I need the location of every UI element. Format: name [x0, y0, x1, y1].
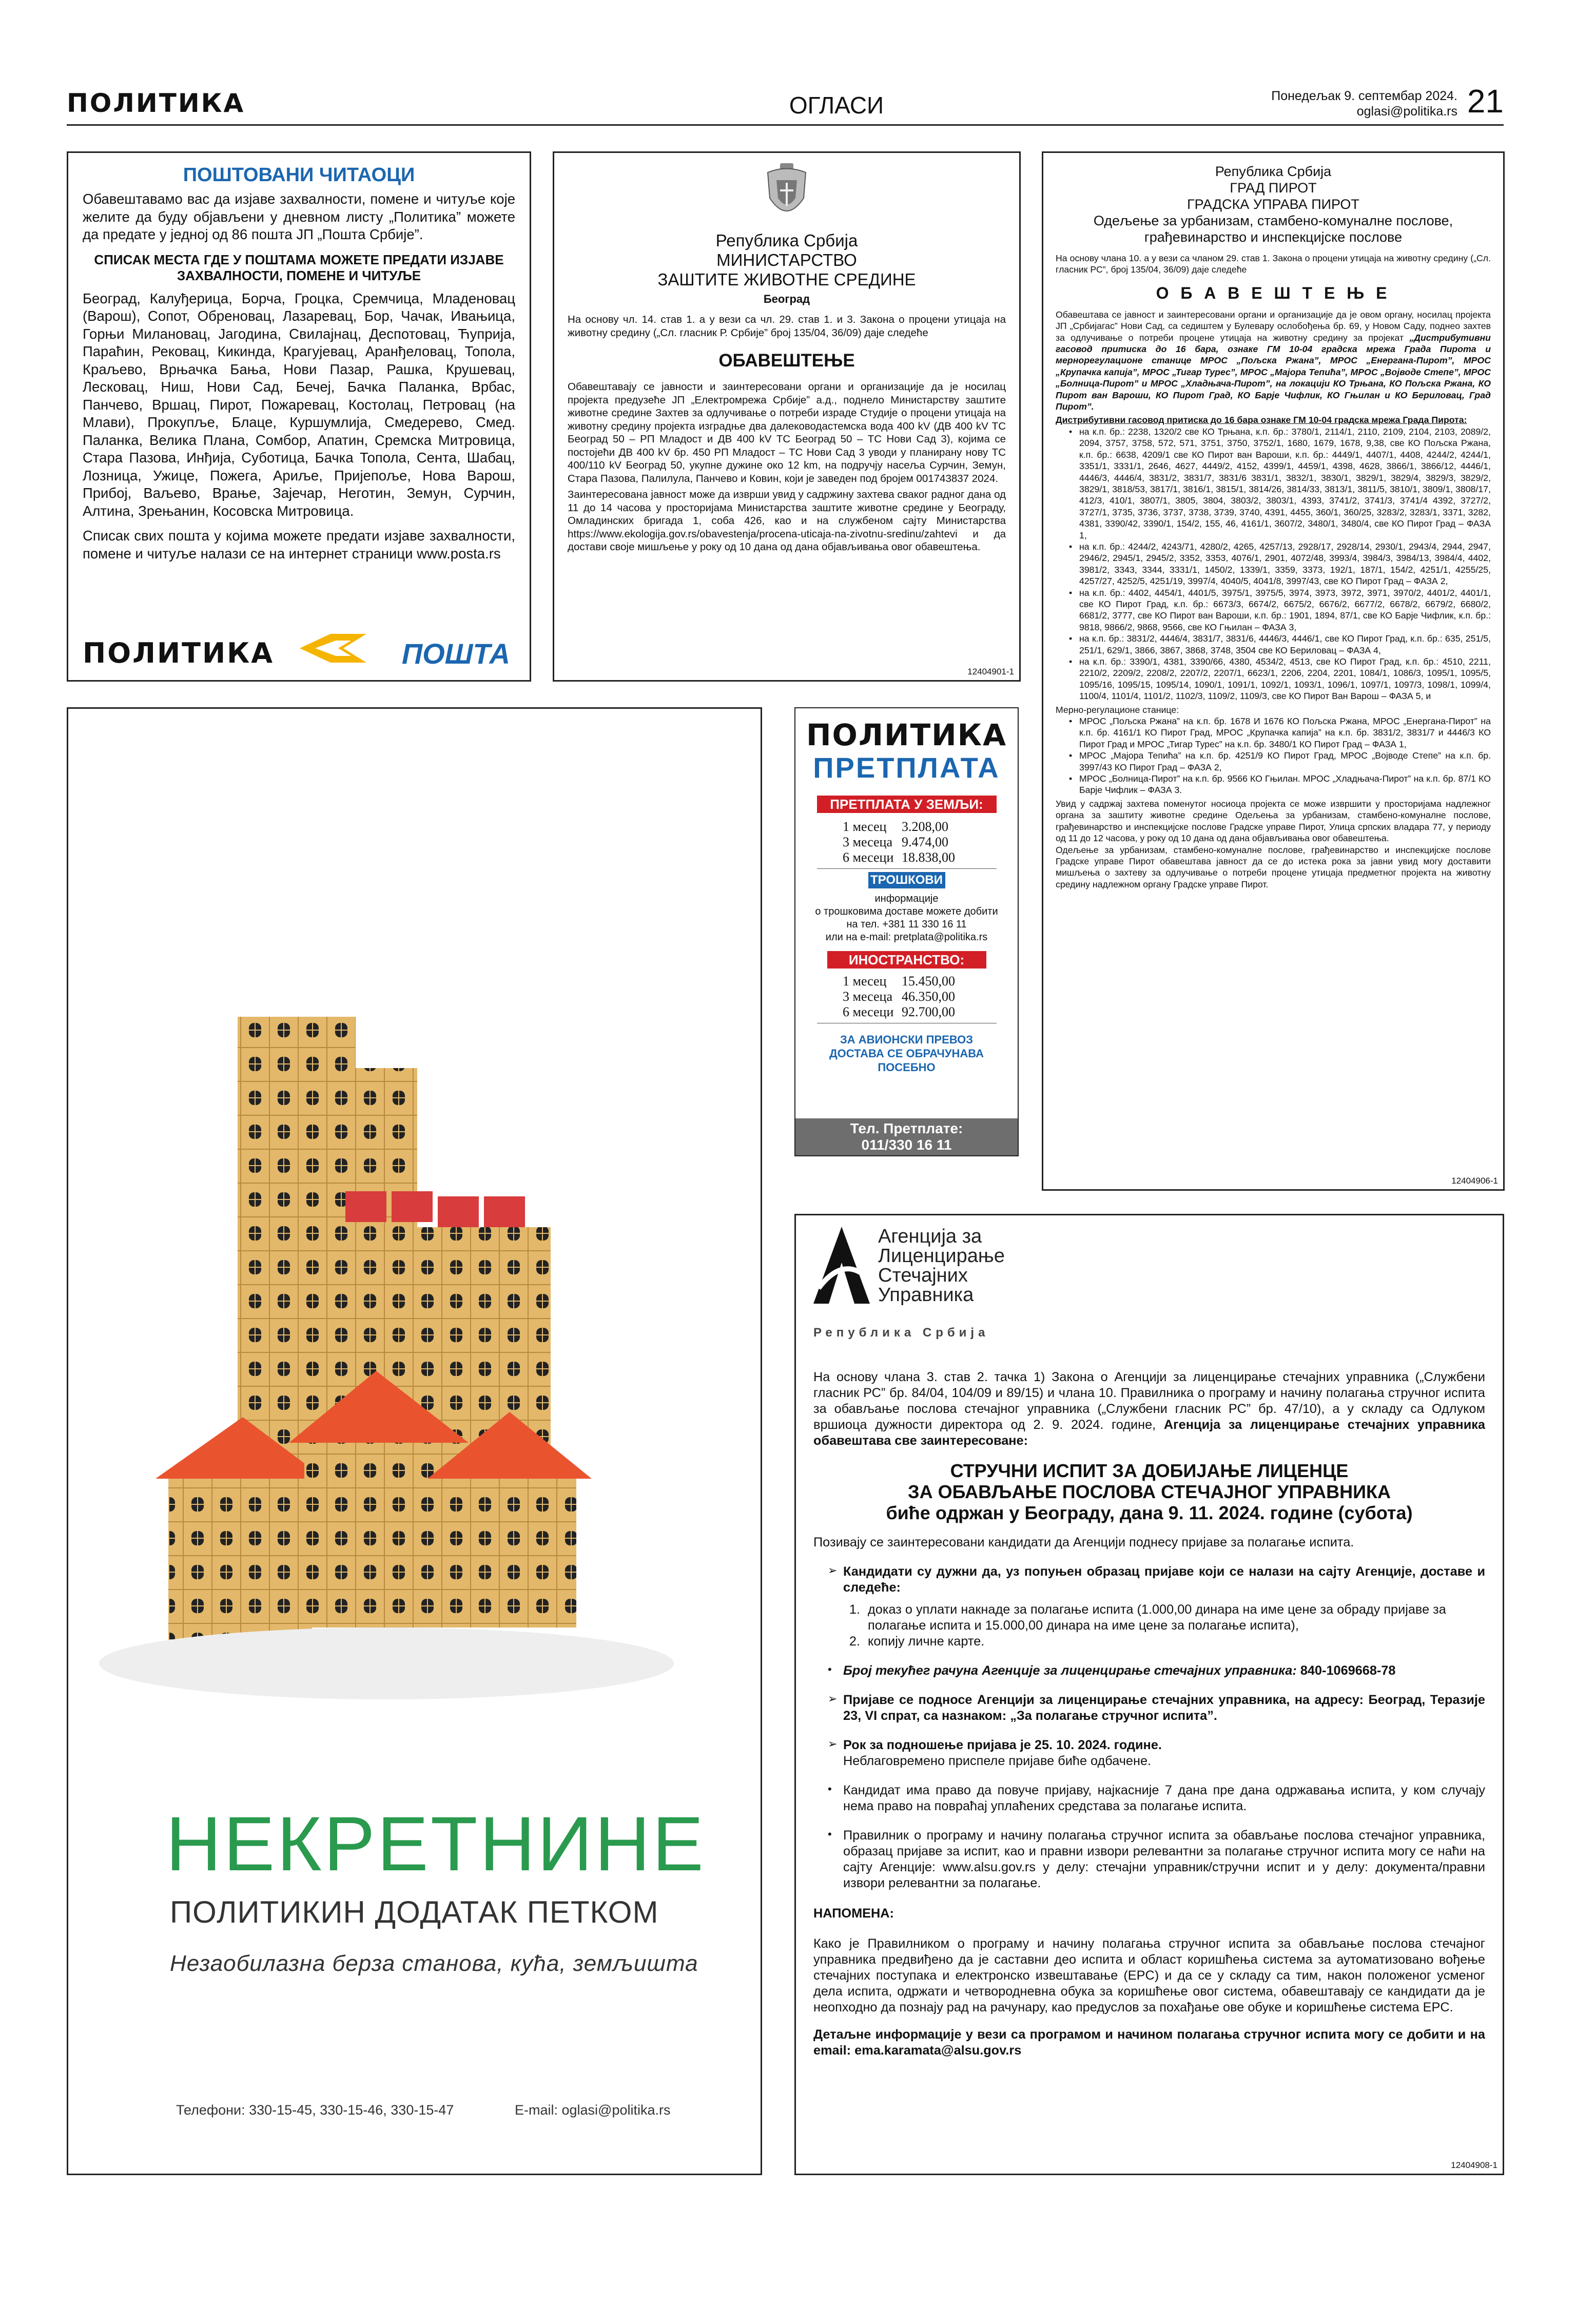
agency-p3: Како је Правилником о програму и начину полагања стручног испита за обављање послова стечајног управника предвиђено да је саставни део испита и област коришћења система за аутоматизовано вођење стечајних поступака и електронско извештавање (EPC) и да се у складу са тим, након положеног усменог дела испита, одржати и четвородневна обука за коришћење овог система, обавештавају се кандидати да је неопходно да познају рад на рачунару, као предуслов за похађање ове обуке и коришћење система EPC.	[813, 1936, 1485, 2015]
pirot-project-name: „Дистрибутивни гасовод притиска до 16 бара, ознаке ГМ 10-04 градска мрежа Града Пирота и мернорегулационе станице МРОС „Пољска Ржана”, МРОС „Енергана-Пирот”, МРОС „Крупачка капија”, МРОС „Тигар Турес”, МРОС „Мајора Тепића”, МРОС „Војводе Степе”, МРОС „Болница-Пирот” и МРОС „Хладњача-Пирот”, на локацији КО Трњана, КО Пољска Ржана, КО Пирот ван Вароши, КО Пирот Град, КО Барје Чифлик, КО Гњилан и КО Бериловац, Град Пирот”.	[1056, 332, 1491, 412]
pirot-l4: Одељење за урбанизам, стамбено-комуналне послове, грађевинарство и инспекцијске послове	[1093, 213, 1453, 245]
sub-title: ПРЕТПЛАТА	[813, 751, 1000, 784]
agency-sublist	[843, 1602, 1485, 1650]
agency-item-text: Кандидати су дужни да, уз попуњен образац пријаве који се налази на сајту Агенције, доставе и следеће:	[843, 1564, 1485, 1595]
pirot-items	[1056, 426, 1491, 702]
sub-info-line: или на e-mail: pretplata@politika.rs	[825, 932, 988, 943]
realestate-ad	[67, 707, 762, 2175]
page-number: 21	[1467, 83, 1504, 120]
agency-item	[813, 1737, 1485, 1769]
pirot-p3: Одељење за урбанизам, стамбено-комуналне послове, грађевинарство и инспекцијске послове Градске управе Пирот обавештава јавност да се до истека рока за јавни увид могу доставити мишљења о захтеву за одлучивање о потреби процене утицаја предметног пројекта на животну средину надлежном органу Градске управе Пирот.	[1056, 844, 1491, 889]
ministry-l1: Република Србија	[715, 231, 858, 250]
ministry-title: ОБАВЕШТЕЊЕ	[718, 351, 855, 371]
bullet-icon: •	[828, 1783, 832, 1795]
sub-logo: ПОЛИТИКА	[806, 718, 1007, 752]
agency-heading-line: ЗА ОБАВЉАЊЕ ПОСЛОВА СТЕЧАЈНОГ УПРАВНИКА	[908, 1481, 1391, 1502]
pirot-p1	[1056, 309, 1491, 413]
agency-heading-line: СТРУЧНИ ИСПИТ ЗА ДОБИЈАЊЕ ЛИЦЕНЦЕ	[950, 1460, 1349, 1481]
agency-item	[813, 1663, 1485, 1679]
realestate-title: НЕКРЕТНИНЕ	[166, 1800, 706, 1887]
price-row	[843, 989, 1018, 1004]
agency-rules-text: Правилник о програму и начину полагања стручног испита за обављање послова стечајног управника, образац пријаве за испит, као и правни извори релевантни за полагање стручног испита могу се наћи на сајту Агенције:	[843, 1828, 1485, 1874]
agency-body	[813, 1369, 1485, 2059]
price-period: 3 месеца	[843, 989, 892, 1004]
agency-p1-text: На основу члана 3. став 2. тачка 1) Закона о Агенцији за лиценцирање стечајних управника („Службени гласник РС” бр. 84/04, 104/09 и 89/15) и члана 10. Правилника о програму и начину полагања стручног испита за обављање послова стечајног управника („Службени гласник РС” бр. 47/10), а у складу са Одлуком вршиоца дужности директора од 2. 9. 2024. године,	[813, 1370, 1485, 1432]
bullet-icon: •	[828, 1828, 832, 1841]
header-email: oglasi@politika.rs	[1356, 104, 1457, 119]
ministry-p2-end: и да достави своје мишљење у року од 10 дана од дана објављивања овог обавештења.	[568, 528, 1006, 553]
price-value: 3.208,00	[902, 819, 948, 834]
sub-tel-bar	[795, 1118, 1018, 1155]
agency-p4: Детаљне информације у вези са програмом и начином полагања стручног испита могу се добити и на email: ema.karamata@alsu.gov.rs	[813, 2027, 1485, 2058]
sub-abroad-rows	[795, 974, 1018, 1020]
pirot-p2: Увид у садржај захтева поменутог носиоца пројекта се може извршити у просторијама надлежног органа за заштиту животне средине Одељења за урбанизам, стамбено-комуналне послове, грађевинарство и инспекцијске послове Градске управе Пирот, Улица српских владара 77, у периоду од 11 до 12 часова, у року од 10 дана од дана објављивања овог обавештења.	[1056, 798, 1491, 844]
sub-abroad: ИНОСТРАНСТВО:	[827, 951, 986, 969]
price-period: 1 месец	[843, 819, 887, 834]
pirot-legal: На основу члана 10. а у вези са чланом 29. став 1. Закона о процени утицаја на животну средину („Сл. гласник РС”, број 135/04, 36/09) даје следеће	[1056, 253, 1491, 275]
pirot-l3: ГРАДСКА УПРАВА ПИРОТ	[1187, 197, 1359, 212]
agency-website-link[interactable]: www.alsu.gov.rs	[943, 1860, 1036, 1874]
agency-name	[878, 1227, 1005, 1305]
sub-info-line: информације	[874, 893, 939, 904]
pirot-l1: Република Србија	[1215, 164, 1332, 179]
readers-list: Београд, Калуђерица, Борча, Гроцка, Сремчица, Младеновац (Варош), Сопот, Обреновац, Лазаревац, Бор, Чачак, Ивањица, Горњи Милановац, Јагодина, Свилајнац, Деспотовац, Ћуприја, Параћин, Рековац, Кикинда, Крагујевац, Аранђеловац, Топола, Краљево, Врњачка Бања, Нови Пазар, Рашка, Крушевац, Лесковац, Ниш, Нови Сад, Бечеј, Бачка Паланка, Врбас, Панчево, Вршац, Пирот, Пожаревац, Костолац, Петровац (на Млави), Прокупље, Блаце, Куршумлија, Смедерево, Смед. Паланка, Велика Плана, Сомбор, Апатин, Сремска Митровица, Стара Пазова, Инђија, Суботица, Бачка Топола, Сента, Шабац, Лозница, Ужице, Пожега, Ариље, Пријепоље, Нова Варош, Прибој, Ваљево, Врање, Зајечар, Неготин, Земун, Сурчин, Алтина, Зрењанин, Косовска Митровица.	[83, 290, 515, 519]
arrow-bullet-icon: ➢	[828, 1737, 838, 1750]
readers-outro: Списак свих пошта у којима можете предати изјаве захвалности, помене и читуље налази се на интернет страници www.posta.rs	[83, 528, 515, 561]
readers-intro: Обавештавамо вас да изјаве захвалности, помене и читуље које желите да буду објављени у дневном листу „Политика” можете да предате у једној од 86 пошта ЈП „Пошта Србије”.	[83, 191, 515, 242]
price-row	[843, 835, 1018, 850]
ministry-city: Београд	[763, 293, 810, 305]
subscription-ad	[794, 707, 1019, 1156]
list-item: • на к.п. бр.: 4402, 4454/1, 4401/5, 3975/1, 3975/5, 3974, 3973, 3972, 3971, 3970/2, 4401/2, 4401/1, све КО Пирот Град, к.п. бр.: 6673/3, 6674/2, 6675/2, 6676/2, 6677/2, 6678/2, 6679/2, 6680/2, 6681/2, 3777, све КО Пирот ван Вароши, к.п. бр.: 1901, 1894, 87/1, све КО Барје Чифлик, к.п. бр.: 9818, 9866/2, 9868, 9566, све КО Гњилан – ФАЗА 3,	[1079, 587, 1491, 633]
posta-logo	[295, 628, 510, 669]
agency-deadline-note: Неблаговремено приспеле пријаве биће одбачене.	[843, 1754, 1152, 1768]
readers-notice	[67, 151, 531, 682]
serbia-coat-of-arms-icon	[764, 162, 810, 224]
agency-name-line: Управника	[878, 1284, 974, 1306]
agency-item	[813, 1564, 1485, 1650]
pirot-title: О Б А В Е Ш Т Е Њ Е	[1156, 283, 1391, 302]
posta-horn-icon	[295, 628, 372, 669]
agency-account-label: Број текућег рачуна Агенције за лиценцирање стечајних управника:	[843, 1663, 1300, 1678]
sub-air-line: ПОСЕБНО	[878, 1061, 936, 1074]
agency-item-text	[843, 1828, 1485, 1891]
agency-item-text	[843, 1663, 1485, 1679]
readers-footer	[83, 623, 515, 669]
agency-item	[813, 1692, 1485, 1724]
list-item: 2. копију личне карте.	[864, 1634, 1485, 1650]
realestate-phones: Телефони: 330-15-45, 330-15-46, 330-15-47	[176, 2102, 454, 2118]
list-item: • на к.п. бр.: 3390/1, 4381, 3390/66, 4380, 4534/2, 4513, све КО Пирот Град, к.п. бр.: 4510, 2211, 2210/2, 2209/2, 2208/2, 2207/2, 2207/1, 6623/1, 2206, 2204, 2201, 1084/1, 1086/3, 1095/1, 1095/5, 1095/16, 1095/15, 1095/14, 1090/1, 1091/1, 1092/1, 1093/1, 1096/1, 1097/1, 1097/3, 1098/1, 1099/4, 1100/4, 1101/4, 1101/2, 1102/3, 1109/2, 1109/3, све КО Пирот Ван Варош – ФАЗА 5, и	[1079, 656, 1491, 702]
ministry-link[interactable]: https://www.ekologija.gov.rs/obavestenja/procena-uticaja-na-zivotnu-sredinu/zahtevi	[568, 528, 958, 540]
price-value: 46.350,00	[902, 989, 955, 1004]
list-item: • на к.п. бр.: 3831/2, 4446/4, 3831/7, 3831/6, 4446/3, 4446/1, све КО Пирот Град, к.п. бр.: 635, 251/5, 251/1, 629/1, 3866, 3867, 3868, 3748, 3504 све КО Бериловац – ФАЗА 4,	[1079, 633, 1491, 656]
agency-p1	[813, 1369, 1485, 1449]
ministry-l2: МИНИСТАРСТВО	[716, 250, 857, 269]
pirot-mrs	[1056, 715, 1491, 796]
price-value: 18.838,00	[902, 850, 955, 865]
agency-p2: Позивају се заинтересовани кандидати да Агенцији поднесу пријаве за полагање испита.	[813, 1535, 1354, 1550]
agency-p1-bold: Агенција за лиценцирање стечајних управника обавештава све заинтересоване:	[813, 1418, 1485, 1448]
header-date: Понедељак 9. септембар 2024.	[1271, 89, 1457, 103]
ministry-l3: ЗАШТИТЕ ЖИВОТНЕ СРЕДИНЕ	[657, 270, 916, 289]
page-header	[67, 77, 1504, 126]
newspaper-logo: ПОЛИТИКА	[67, 88, 245, 118]
list-item: • на к.п. бр.: 2238, 1320/2 све КО Трњана, к.п. бр.: 3780/1, 2114/1, 2110, 2109, 2104, 2103, 2089/2, 2094, 3757, 3758, 572, 571, 3751, 3750, 3752/1, 1680, 1679, 1678, 9,38, све КО Пољска Ржана, к.п. бр.: 6638, 4209/1 све КО Пирот ван Вароши, к.п. бр.: 4449/1, 4407/1, 4408, 4244/2, 4244/1, 3351/1, 3331/1, 2646, 4627, 4449/2, 4152, 4399/1, 4459/1, 4398, 4628, 3866/1, 3866/12, 4446/1, 4446/3, 4446/4, 3831/2, 3831/7, 3831/6 3831/1, 3832/1, 3830/1, 3829/1, 3829/4, 3829/3, 3829/2, 3829/1, 3818/53, 3817/1, 3816/1, 3815/1, 3814/26, 3814/33, 3813/1, 3811/5, 3810/1, 3809/1, 3808/17, 412/3, 410/1, 3807/1, 3805, 3804, 3803/2, 3803/1, 4393, 3741/2, 3741/3, 3741/4 4392, 3727/2, 3727/1, 3735, 3736, 3737, 3738, 3739, 3740, 4391, 4455, 360/1, 360/25, 3283/2, 3283/1, 3371, 3282, 4381, 3390/42, 3390/1, 154/2, 155, 46, 4161/1, 3607/2, 3480/1, 3480/4, све КО Пирот Град – ФАЗА 1,	[1079, 426, 1491, 541]
ministry-p2	[568, 488, 1006, 554]
sub-info-line: на тел. +381 11 330 16 11	[846, 919, 967, 930]
posta-logo-text: ПОШТА	[401, 637, 510, 670]
agency-item	[813, 1783, 1485, 1814]
pirot-dist: Дистрибутивни гасовод притиска до 16 бара ознаке ГМ 10-04 градска мрежа Града Пирота:	[1056, 415, 1467, 425]
agency-notice	[794, 1214, 1504, 2175]
list-item: • МРОС „Пољска Ржана” на к.п. бр. 1678 И 1676 КО Пољска Ржана, МРОС „Енергана-Пирот” на к.п. бр. 4161/1 КО Пирот Град, МРОС „Крупачка капија” на к.п. бр. 3831/2, 3831/7 и 4446/3 КО Пирот Град и МРОС „Тигар Турес” на к.п. бр. 3480/1 КО Пирот Град – ФАЗА 1,	[1079, 715, 1491, 750]
pirot-mrs-title: Мерно-регулационе станице:	[1056, 704, 1179, 715]
list-item: • МРОС „Мајора Тепића” на к.п. бр. 4251/9 КО Пирот Град, МРОС „Војводе Степе” на к.п. бр. 3997/43 КО Пирот Град – ФАЗА 2,	[1079, 750, 1491, 773]
readers-list-title: СПИСАК МЕСТА ГДЕ У ПОШТАМА МОЖЕТЕ ПРЕДАТИ ИЗЈАВЕ ЗАХВАЛНОСТИ, ПОМЕНЕ И ЧИТУЉЕ	[94, 251, 504, 283]
sub-air-line: ДОСТАВА СЕ ОБРАЧУНАВА	[829, 1047, 984, 1060]
sub-tel-label: Тел. Претплате:	[850, 1120, 963, 1136]
ministry-ref: 12404901-1	[967, 667, 1014, 676]
arrow-bullet-icon: ➢	[828, 1564, 838, 1577]
price-row	[843, 850, 1018, 865]
ministry-notice	[553, 151, 1021, 682]
price-row	[843, 974, 1018, 989]
agency-note-title: НАПОМЕНА:	[813, 1906, 894, 1921]
price-period: 6 месеци	[843, 1004, 894, 1019]
price-row	[843, 819, 1018, 835]
sub-air	[795, 1033, 1018, 1074]
list-item: • на к.п. бр.: 4244/2, 4243/71, 4280/2, 4265, 4257/13, 2928/17, 2928/14, 2930/1, 2943/4, 2944, 2947, 2946/2, 2945/1, 2945/2, 3352, 3353, 4076/1, 2901, 4072/48, 3993/4, 3984/3, 3984/13, 3984/4, 4402, 3981/2, 3343, 3344, 3331/1, 1450/2, 1339/1, 3359, 3373, 192/1, 187/1, 154/2, 4251/1, 4255/25, 4257/27, 4252/5, 4251/19, 3997/4, 4040/5, 4041/8, 3997/43, све КО Пирот Град – ФАЗА 2,	[1079, 541, 1491, 587]
toy-houses-illustration	[68, 709, 762, 1787]
price-value: 15.450,00	[902, 974, 955, 989]
price-period: 6 месеци	[843, 850, 894, 865]
price-value: 9.474,00	[902, 835, 948, 849]
divider	[817, 868, 997, 869]
agency-heading-line: биће одржан у Београду, дана 9. 11. 2024. године (субота)	[886, 1502, 1413, 1523]
price-value: 92.700,00	[902, 1004, 955, 1019]
agency-account-number: 840-1069668-78	[1300, 1663, 1396, 1678]
agency-item	[813, 1828, 1485, 1891]
politika-logo: ПОЛИТИКА	[83, 637, 275, 669]
ministry-p2-start: Заинтересована јавност може да изврши увид у садржину захтева сваког радног дана од 11 до 14 часова у просторијама Министарства заштите животне средине у Београду, Омладинских бригада 1, соба 426, као и на службеном сајту Министарства	[568, 489, 1006, 527]
pirot-l2: ГРАД ПИРОТ	[1230, 180, 1317, 196]
sub-domestic: ПРЕТПЛАТА У ЗЕМЉИ:	[817, 796, 997, 813]
agency-republic: Република Србија	[813, 1326, 989, 1340]
sub-domestic-rows	[795, 819, 1018, 865]
list-item: 1. доказ о уплати накнаде за полагање испита (1.000,00 динара на име цене за обраду пријаве за полагање испита и 15.000,00 динара на име цене за полагање испита),	[864, 1602, 1485, 1634]
agency-logo-icon	[813, 1227, 870, 1304]
pirot-ref: 12404906-1	[1451, 1176, 1498, 1186]
agency-name-line: Стечајних	[878, 1265, 968, 1286]
sub-costs: ТРОШКОВИ	[868, 872, 945, 888]
realestate-slogan: Незаобилазна берза станова, кућа, земљишта	[170, 1951, 698, 1976]
header-date-block	[1271, 88, 1457, 119]
agency-item-text: Кандидат има право да повуче пријаву, најкасније 7 дана пре дана одржавања испита, у ком случају нема право на повраћај уплаћених средстава за полагање испита.	[843, 1783, 1485, 1813]
sub-tel-number: 011/330 16 11	[861, 1137, 952, 1153]
price-period: 1 месец	[843, 974, 887, 989]
agency-name-line: Лиценцирање	[878, 1245, 1005, 1267]
arrow-bullet-icon: ➢	[828, 1692, 838, 1705]
realestate-email: E-mail: oglasi@politika.rs	[515, 2102, 671, 2118]
list-item: • МРОС „Болница-Пирот” на к.п. бр. 9566 КО Гњилан. МРОС „Хладњача-Пирот” на к.п. бр. 87/1 КО Барје Чифлик – ФАЗА 3.	[1079, 773, 1491, 796]
agency-name-line: Агенција за	[878, 1226, 982, 1247]
agency-heading	[813, 1460, 1485, 1523]
bullet-icon: •	[828, 1663, 832, 1676]
agency-rules-text-end: у делу: стечајни управник/стручни испит и у делу: документа/правни извори релевантни за полагање.	[843, 1860, 1485, 1890]
price-row	[843, 1004, 1018, 1020]
section-title: ОГЛАСИ	[789, 92, 884, 119]
readers-title: ПОШТОВАНИ ЧИТАОЦИ	[183, 164, 415, 186]
pirot-notice	[1042, 151, 1505, 1191]
ministry-legal: На основу чл. 14. став 1. а у вези са чл. 29. став 1. и 3. Закона о процени утицаја на животну средину („Сл. гласник Р. Србије” број 135/04, 36/09) даје следеће	[568, 314, 1006, 339]
realestate-subtitle: ПОЛИТИКИН ДОДАТАК ПЕТКОМ	[170, 1895, 659, 1929]
agency-deadline: Рок за подношење пријава је 25. 10. 2024. године.	[843, 1738, 1162, 1752]
ministry-p1: Обавештавају се јавности и заинтересовани органи и организације да је носилац пројекта предузеће ЈП „Електромрежа Србије” а.д., поднело Министарству заштите животне средине Захтев за одлучивање о потреби израде Студије о процени утицаја на животну средину пројекта изградње два далеководастемска вода 400 kV (ДВ 400 kV ТС Београд 50 – РП Младост и ДВ 400 kV ТС Београд 50 – ТС Нови Сад 3), којима се постојећи ДВ 400 kV бр. 450 РП Младост – ТС Нови Сад 3 уводи у планирану нову ТС 400/110 kV Београд 50, укупне дужине око 12 km, на подручју насеља Сурчин, Земун, Стара Пазова, Палилула, Панчево и Ковин, који је заведен под бројем 001743837 2024.	[568, 381, 1006, 485]
agency-ref: 12404908-1	[1451, 2160, 1497, 2170]
agency-item-text: Пријаве се подносе Агенцији за лиценцирање стечајних управника, на адресу: Београд, Теразије 23, VI спрат, са назнаком: „За полагање стручног испита”.	[843, 1693, 1485, 1723]
pirot-p1-text: Обавештава се јавност и заинтересовани органи и организације да је овом органу, носилац пројекта ЈП „Србијагас” Нови Сад, са седиштем у Булевару ослобођења бр. 69, у Новом Саду, поднео захтев за одлучивање о потреби процене утицаја на животну средину за пројекат	[1056, 309, 1491, 343]
sub-info	[795, 893, 1018, 944]
sub-info-line: о трошковима доставе можете добити	[815, 906, 998, 917]
sub-air-line: ЗА АВИОНСКИ ПРЕВОЗ	[840, 1033, 973, 1046]
price-period: 3 месеца	[843, 835, 892, 849]
